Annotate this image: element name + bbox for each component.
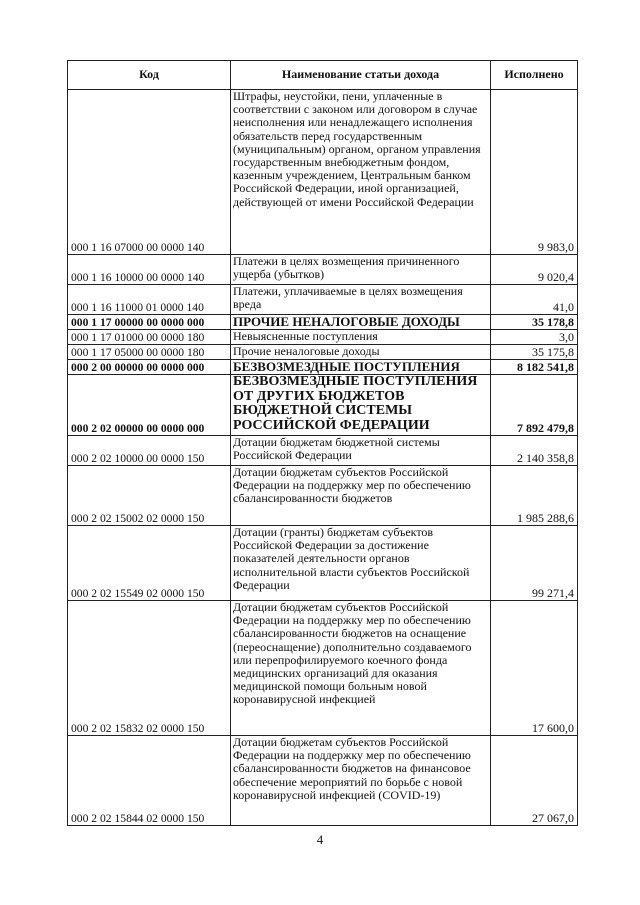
table-row [68,601,578,736]
row-value: 9 983,0 [491,90,578,255]
table-row [68,375,578,436]
header-name: Наименование статьи дохода [231,61,491,90]
row-name: Платежи, уплачиваемые в целях возмещения вреда [231,285,491,315]
row-name: Невыясненные поступления [231,330,491,345]
row-code: 000 1 16 10000 00 0000 140 [68,255,231,285]
table-row [68,90,578,255]
row-value: 35 175,8 [491,345,578,360]
table-row [68,330,578,345]
row-code: 000 2 02 00000 00 0000 000 [68,375,231,436]
row-name: Дотации бюджетам субъектов Российской Федерации на поддержку мер по обеспечению сбалансированности бюджетов на финансовое обеспечение мероприятий по борьбе с новой коронавирусной инфекцией (COVID-19) [231,736,491,826]
table-row [68,255,578,285]
row-name: БЕЗВОЗМЕЗДНЫЕ ПОСТУПЛЕНИЯ ОТ ДРУГИХ БЮДЖЕТОВ БЮДЖЕТНОЙ СИСТЕМЫ РОССИЙСКОЙ ФЕДЕРАЦИИ [231,375,491,436]
row-value: 27 067,0 [491,736,578,826]
row-code: 000 2 02 15832 02 0000 150 [68,601,231,736]
row-value: 17 600,0 [491,601,578,736]
row-code: 000 1 17 01000 00 0000 180 [68,330,231,345]
table-row [68,345,578,360]
row-code: 000 2 02 15844 02 0000 150 [68,736,231,826]
row-code: 000 2 02 15002 02 0000 150 [68,466,231,526]
row-name: БЕЗВОЗМЕЗДНЫЕ ПОСТУПЛЕНИЯ [231,360,491,375]
row-name: ПРОЧИЕ НЕНАЛОГОВЫЕ ДОХОДЫ [231,315,491,330]
row-value: 1 985 288,6 [491,466,578,526]
table-row [68,285,578,315]
table-row [68,436,578,466]
table-row [68,360,578,375]
row-value: 2 140 358,8 [491,436,578,466]
row-value: 3,0 [491,330,578,345]
table-row [68,526,578,601]
table-row [68,466,578,526]
row-code: 000 2 02 10000 00 0000 150 [68,436,231,466]
revenue-table [67,60,578,826]
row-name: Дотации (гранты) бюджетам субъектов Российской Федерации за достижение показателей деятельности органов исполнительной власти субъектов Российской Федерации [231,526,491,601]
row-name: Дотации бюджетам субъектов Российской Федерации на поддержку мер по обеспечению сбалансированности бюджетов на оснащение (переоснащение) дополнительно создаваемого или перепрофилируемого коечного фонда медицинских организаций для оказания медицинской помощи больным новой коронавирусной инфекцией [231,601,491,736]
row-name: Дотации бюджетам бюджетной системы Российской Федерации [231,436,491,466]
table-header-row [68,61,578,90]
row-value: 8 182 541,8 [491,360,578,375]
row-name: Штрафы, неустойки, пени, уплаченные в соответствии с законом или договором в случае неисполнения или ненадлежащего исполнения обязательств перед государственным (муниципальным) органом, органом управления государственным внебюджетным фондом, казенным учреждением, Центральным банком Российской Федерации, иной организацией, действующей от имени Российской Федерации [231,90,491,255]
row-name: Дотации бюджетам субъектов Российской Федерации на поддержку мер по обеспечению сбалансированности бюджетов [231,466,491,526]
table-row [68,736,578,826]
row-value: 99 271,4 [491,526,578,601]
header-value: Исполнено [491,61,578,90]
table-row [68,315,578,330]
row-code: 000 2 00 00000 00 0000 000 [68,360,231,375]
row-value: 35 178,8 [491,315,578,330]
row-value: 9 020,4 [491,255,578,285]
row-code: 000 2 02 15549 02 0000 150 [68,526,231,601]
header-code: Код [68,61,231,90]
row-value: 7 892 479,8 [491,375,578,436]
row-name: Прочие неналоговые доходы [231,345,491,360]
row-code: 000 1 16 11000 01 0000 140 [68,285,231,315]
page-number: 4 [316,832,324,847]
row-code: 000 1 17 00000 00 0000 000 [68,315,231,330]
row-code: 000 1 16 07000 00 0000 140 [68,90,231,255]
row-code: 000 1 17 05000 00 0000 180 [68,345,231,360]
row-name: Платежи в целях возмещения причиненного ущерба (убытков) [231,255,491,285]
row-value: 41,0 [491,285,578,315]
